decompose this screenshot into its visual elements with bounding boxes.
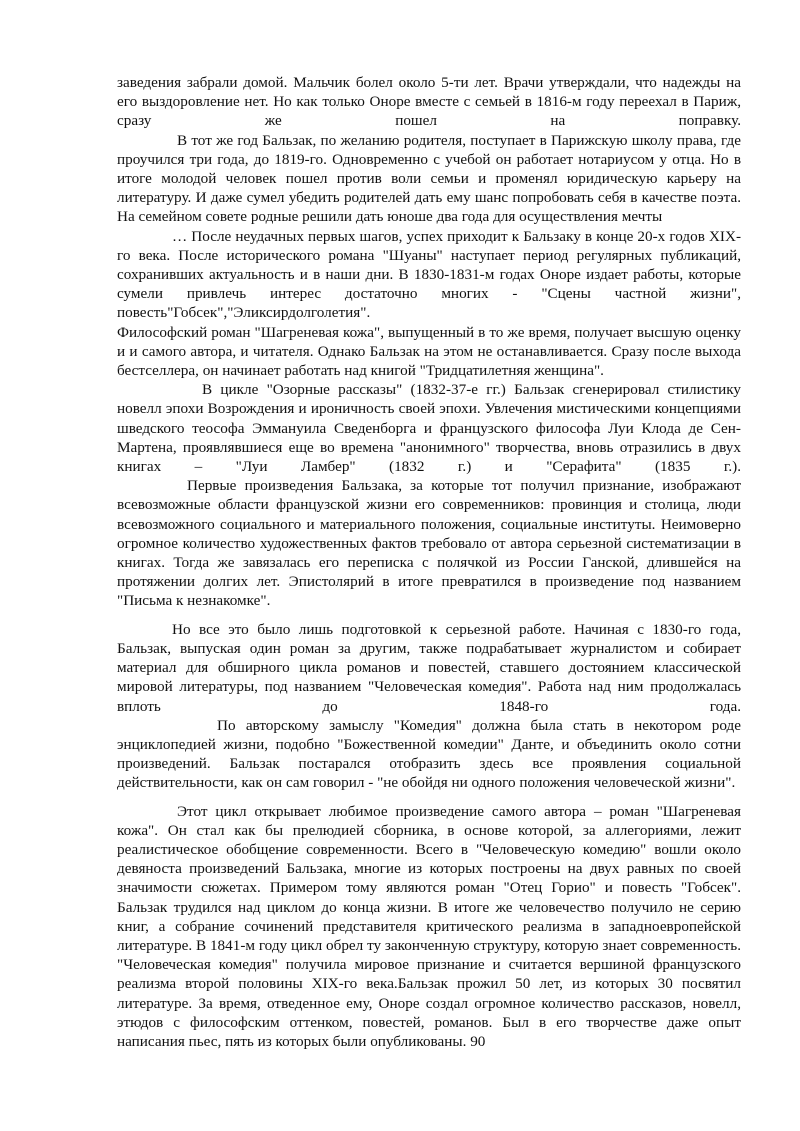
document-page (117, 73, 741, 1051)
paragraph-law-school: В тот же год Бальзак, по желанию родителя, поступает в Парижскую школу права, где проучился три года, до 1819-го. Одновременно с учебой он работает нотариусом у отца. Но в итоге молодой человек пошел против воли семьи и променял юридическую карьеру на литературу. И даже сумел убедить родителей дать ему шанс попробовать себя в качестве поэта. На семейном совете родные решили дать юноше два года для осуществления мечты (117, 131, 741, 226)
paragraph-preparation: Но все это было лишь подготовкой к серьезной работе. Начиная с 1830-го года, Бальзак, выпуская один роман за другим, также подрабатывает журналистом и собирает материал для обширного цикла романов и повестей, ставшего достоянием классической мировой литературы, под названием "Человеческая комедия". Работа над ним продолжалась вплоть до 1848-го года. (117, 620, 741, 715)
paragraph-childhood: заведения забрали домой. Мальчик болел около 5-ти лет. Врачи утверждали, что надежды на его выздоровление нет. Но как только Оноре вместе с семьей в 1816-м году переехал в Париж, сразу же пошел на поправку. (117, 74, 741, 130)
paragraph-early-success: … После неудачных первых шагов, успех приходит к Бальзаку в конце 20-х годов XIX-го века. После исторического романа "Шуаны" наступает период регулярных публикаций, сохранивших актуальность и в наши дни. В 1830-1831-м годах Оноре издает работы, которые сумели привлечь интерес достаточно многих - "Сцены частной жизни", повесть"Гобсек","Эликсирдолголетия". (117, 227, 741, 322)
paragraph-comedy-concept: По авторскому замыслу "Комедия" должна была стать в некотором роде энциклопедией жизни, подобно "Божественной комедии" Данте, и объединить около сотни произведений. Бальзак постарался отобразить здесь все проявления социальной действительности, как он сам говорил - "не обойдя ни одного положения человеческой жизни". (117, 716, 741, 792)
paragraph-cycle-opening: Этот цикл открывает любимое произведение самого автора – роман "Шагреневая кожа". Он стал как бы прелюдией сборника, в основе которой, за аллегориями, лежит реалистическое обобщение современности. Всего в "Человеческую комедию" вошли около девяноста произведений Бальзака, многие из которых построены на двух равных по своей значимости сюжетах. Примером тому являются роман "Отец Горио" и повесть "Гобсек". Бальзак трудился над циклом до конца жизни. В итоге же человечество получило не серию книг, а собрание сочинений представителя критического реализма в западноевропейской литературе. В 1841-м году цикл обрел ту законченную структуру, которую знает современность. "Человеческая комедия" получила мировое признание и считается вершиной французского реализма второй половины XIX-го века.Бальзак прожил 50 лет, из которых 30 посвятил литературе. За время, отведенное ему, Оноре создал огромное количество рассказов, новелл, этюдов с философским оттенком, повестей, романов. Был в его творчестве даже опыт написания пьес, пять из которых были опубликованы. 90 (117, 802, 741, 1050)
paragraph-droll-stories: В цикле "Озорные рассказы" (1832-37-е гг.) Бальзак сгенерировал стилистику новелл эпохи Возрождения и ироничность своей эпохи. Увлечения мистическими концепциями шведского теософа Эммануила Сведенборга и французского философа Луи Клода де Сен-Мартена, проявлявшиеся еще во времена "анонимного" творчества, вновь отразились в двух книгах – "Луи Ламбер" (1832 г.) и "Серафита" (1835 г.). (117, 381, 741, 476)
paragraph-first-works: Первые произведения Бальзака, за которые тот получил признание, изображают всевозможные области французской жизни его современников: провинция и столица, люди всевозможного социального и материального положения, социальные институты. Неимоверно огромное количество художественных фактов требовало от автора серьезной систематизации в книгах. Тогда же завязалась его переписка с полячкой из России Ганской, длившейся на протяжении долгих лет. Эпистолярий в итоге превратился в произведение под названием "Письма к незнакомке". (117, 477, 741, 610)
paragraph-shagreen-skin: Философский роман "Шагреневая кожа", выпущенный в то же время, получает высшую оценку и и самого автора, и читателя. Однако Бальзак на этом не останавливается. Сразу после выхода бестселлера, он начинает работать над книгой "Тридцатилетняя женщина". (117, 323, 741, 380)
